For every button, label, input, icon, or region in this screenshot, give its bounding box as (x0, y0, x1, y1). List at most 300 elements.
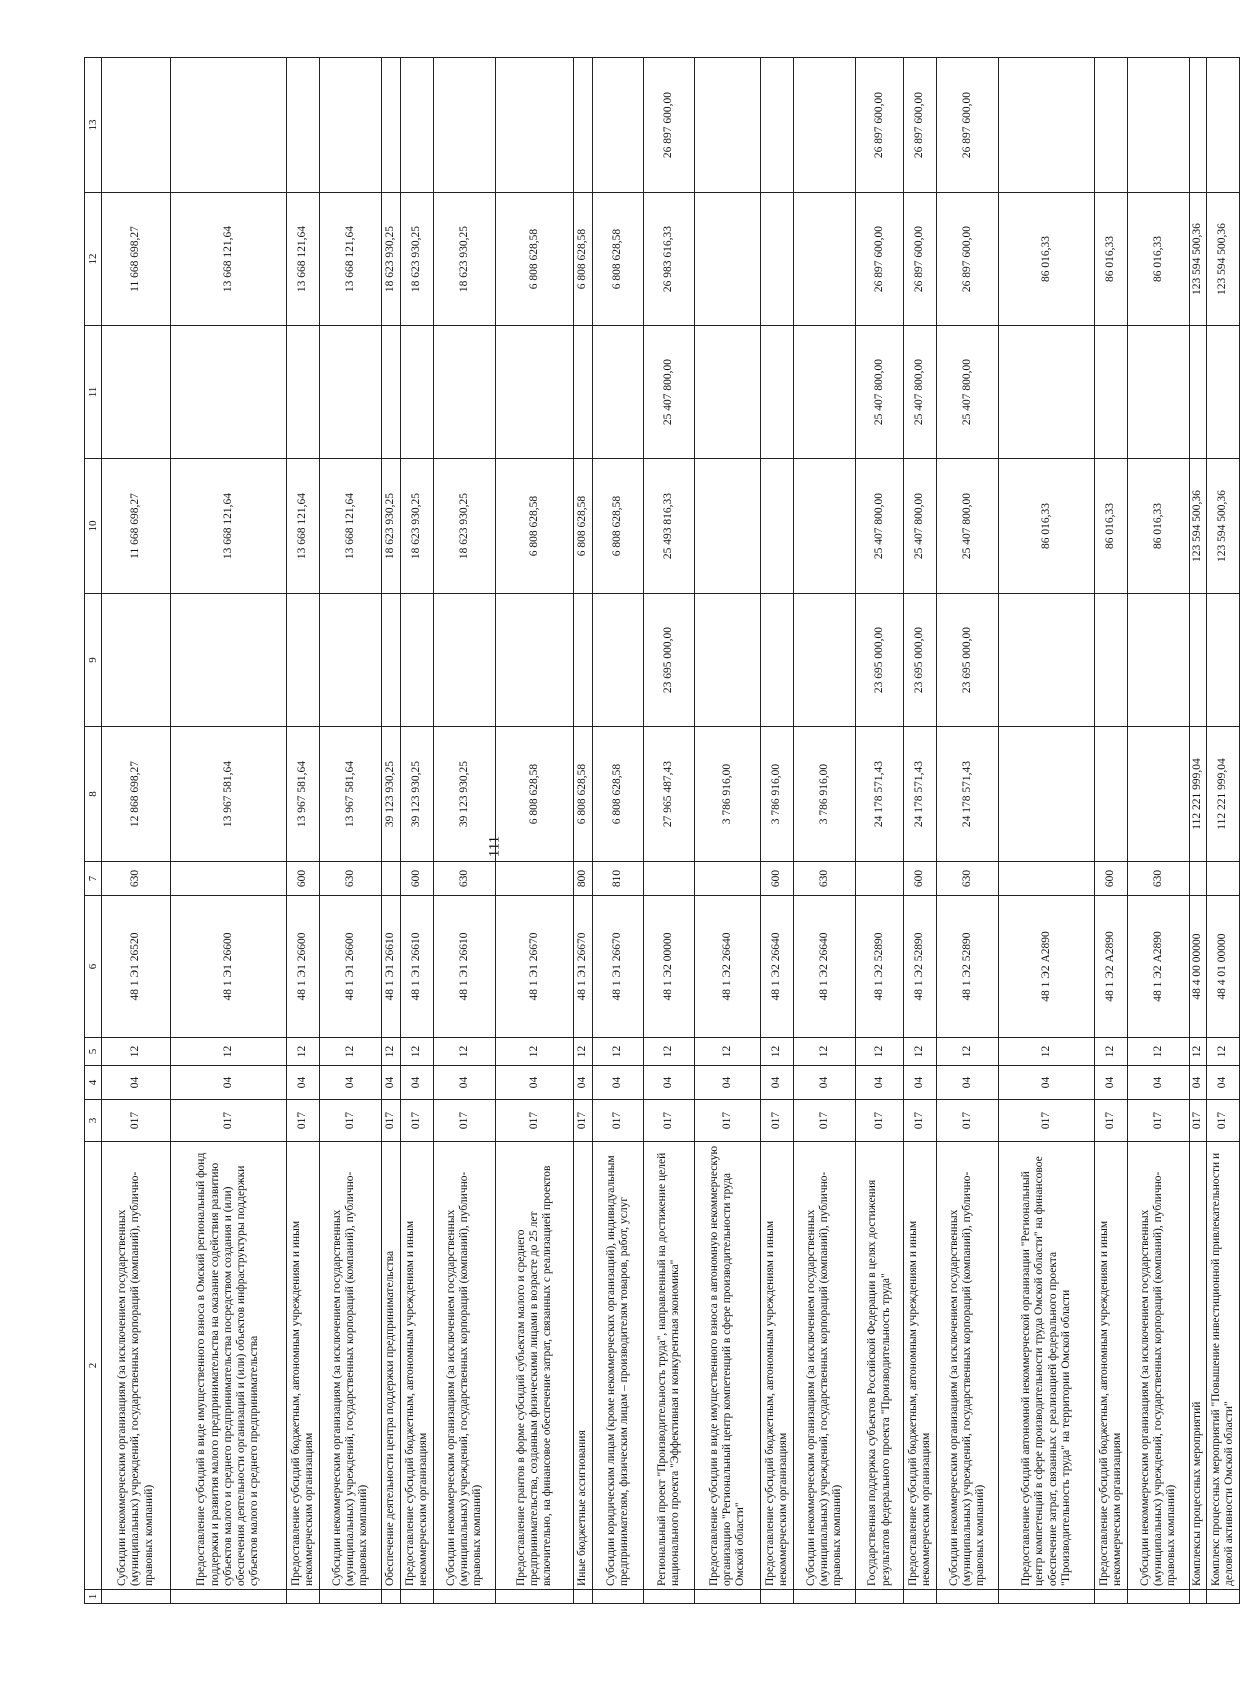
cell-c6: 48 1 Э1 26600 (320, 896, 382, 1038)
cell-c12: 11 668 698,27 (102, 193, 171, 326)
table-row (794, 58, 856, 1604)
cell-c11 (434, 326, 496, 459)
cell-c12: 13 668 121,64 (171, 193, 287, 326)
column-header: 2 (85, 1142, 102, 1590)
cell-c4: 04 (904, 1066, 937, 1100)
cell-c10: 25 407 800,00 (904, 459, 937, 594)
cell-col1 (434, 1590, 496, 1604)
cell-c3: 017 (904, 1100, 937, 1142)
cell-c3: 017 (761, 1100, 794, 1142)
cell-c5: 12 (999, 1038, 1095, 1066)
cell-c6: 48 1 Э1 26670 (593, 896, 644, 1038)
cell-c11: 25 407 800,00 (856, 326, 904, 459)
cell-c6: 48 1 Э1 26610 (382, 896, 401, 1038)
page-number: 111 (486, 835, 503, 858)
cell-c4: 04 (171, 1066, 287, 1100)
cell-c11 (695, 326, 761, 459)
cell-c5: 12 (102, 1038, 171, 1066)
cell-c10: 86 016,33 (999, 459, 1095, 594)
cell-c8: 112 221 999,04 (1190, 727, 1207, 862)
cell-c10: 25 407 800,00 (937, 459, 999, 594)
column-header: 10 (85, 459, 102, 594)
cell-col1 (171, 1590, 287, 1604)
table-row (171, 58, 287, 1604)
cell-c11: 25 407 800,00 (644, 326, 695, 459)
cell-c9 (287, 594, 320, 727)
cell-col1 (320, 1590, 382, 1604)
cell-c12: 123 594 500,36 (1190, 193, 1207, 326)
cell-c3: 017 (1128, 1100, 1190, 1142)
cell-c6: 48 1 Э2 А2890 (1128, 896, 1190, 1038)
cell-c13 (999, 58, 1095, 193)
cell-c12: 26 897 600,00 (937, 193, 999, 326)
cell-c8: 3 786 916,00 (695, 727, 761, 862)
cell-c9 (695, 594, 761, 727)
cell-c13: 26 897 600,00 (937, 58, 999, 193)
cell-c7: 600 (1095, 862, 1128, 896)
cell-col1 (401, 1590, 434, 1604)
row-name: Иные бюджетные ассигнования (574, 1142, 593, 1590)
cell-c4: 04 (1190, 1066, 1207, 1100)
row-name: Субсидии некоммерческим организациям (за исключением государственных (муниципальных) учреждений, государственных корпораций (компаний), публично-правовых компаний) (794, 1142, 856, 1590)
cell-c12: 18 623 930,25 (382, 193, 401, 326)
cell-c11 (593, 326, 644, 459)
cell-c12: 26 983 616,33 (644, 193, 695, 326)
cell-c10: 86 016,33 (1128, 459, 1190, 594)
row-name: Предоставление субсидий бюджетным, автономным учреждениям и иным некоммерческим организациям (401, 1142, 434, 1590)
cell-c10: 25 493 816,33 (644, 459, 695, 594)
cell-c6: 48 1 Э1 26600 (171, 896, 287, 1038)
cell-c4: 04 (102, 1066, 171, 1100)
table-row (1128, 58, 1190, 1604)
cell-col1 (856, 1590, 904, 1604)
cell-c13 (761, 58, 794, 193)
cell-c9 (401, 594, 434, 727)
cell-c9 (1190, 594, 1207, 727)
cell-c4: 04 (644, 1066, 695, 1100)
cell-c11 (287, 326, 320, 459)
cell-c7 (382, 862, 401, 896)
column-header: 7 (85, 862, 102, 896)
cell-c8 (1095, 727, 1128, 862)
table-row (401, 58, 434, 1604)
cell-c3: 017 (593, 1100, 644, 1142)
cell-c8: 6 808 628,58 (574, 727, 593, 862)
column-header: 5 (85, 1038, 102, 1066)
cell-c13 (171, 58, 287, 193)
cell-c3: 017 (102, 1100, 171, 1142)
table-row (1207, 58, 1240, 1604)
cell-c4: 04 (320, 1066, 382, 1100)
cell-c6: 48 1 Э2 52890 (856, 896, 904, 1038)
cell-c12 (695, 193, 761, 326)
cell-c12 (794, 193, 856, 326)
row-name: Субсидии некоммерческим организациям (за исключением государственных (муниципальных) учреждений, государственных корпораций (компаний), публично-правовых компаний) (937, 1142, 999, 1590)
cell-c11 (761, 326, 794, 459)
cell-c3: 017 (382, 1100, 401, 1142)
cell-c11 (496, 326, 574, 459)
cell-c3: 017 (794, 1100, 856, 1142)
cell-c9 (382, 594, 401, 727)
cell-c9: 23 695 000,00 (644, 594, 695, 727)
cell-c6: 48 1 Э1 26610 (401, 896, 434, 1038)
column-header: 13 (85, 58, 102, 193)
row-name: Обеспечение деятельности центра поддержки предпринимательства (382, 1142, 401, 1590)
cell-c13 (1128, 58, 1190, 193)
cell-c7 (1207, 862, 1240, 896)
cell-c7: 630 (434, 862, 496, 896)
cell-c7 (856, 862, 904, 896)
cell-c8: 12 868 698,27 (102, 727, 171, 862)
column-header: 9 (85, 594, 102, 727)
cell-c5: 12 (401, 1038, 434, 1066)
cell-c6: 48 1 Э2 52890 (937, 896, 999, 1038)
cell-c8: 39 123 930,25 (434, 727, 496, 862)
row-name: Комплекс процессных мероприятий "Повышение инвестиционной привлекательности и деловой активности Омской области" (1207, 1142, 1240, 1590)
cell-c13 (320, 58, 382, 193)
cell-c4: 04 (1095, 1066, 1128, 1100)
cell-c12: 26 897 600,00 (856, 193, 904, 326)
cell-c4: 04 (695, 1066, 761, 1100)
cell-c8: 39 123 930,25 (401, 727, 434, 862)
cell-c11 (1095, 326, 1128, 459)
cell-c6: 48 1 Э2 26640 (794, 896, 856, 1038)
table-row (999, 58, 1095, 1604)
cell-c10: 13 668 121,64 (320, 459, 382, 594)
table-row (320, 58, 382, 1604)
cell-c9 (496, 594, 574, 727)
cell-c13 (574, 58, 593, 193)
cell-c13 (382, 58, 401, 193)
cell-c7: 600 (761, 862, 794, 896)
cell-c10: 11 668 698,27 (102, 459, 171, 594)
cell-c9 (171, 594, 287, 727)
cell-c8: 13 967 581,64 (171, 727, 287, 862)
cell-c13 (102, 58, 171, 193)
table-row (856, 58, 904, 1604)
cell-c7: 630 (937, 862, 999, 896)
cell-col1 (644, 1590, 695, 1604)
cell-c13 (1190, 58, 1207, 193)
cell-c11: 25 407 800,00 (904, 326, 937, 459)
cell-c9 (1207, 594, 1240, 727)
cell-c5: 12 (937, 1038, 999, 1066)
row-name: Государственная поддержка субъектов Российской Федерации в целях достижения результатов федерального проекта "Производительность труда" (856, 1142, 904, 1590)
cell-col1 (102, 1590, 171, 1604)
row-name: Предоставление субсидий бюджетным, автономным учреждениям и иным некоммерческим организациям (287, 1142, 320, 1590)
cell-c3: 017 (434, 1100, 496, 1142)
cell-c3: 017 (401, 1100, 434, 1142)
cell-c6: 48 1 Э1 26520 (102, 896, 171, 1038)
cell-c11 (794, 326, 856, 459)
cell-c11 (102, 326, 171, 459)
cell-c9: 23 695 000,00 (904, 594, 937, 727)
cell-col1 (496, 1590, 574, 1604)
cell-col1 (593, 1590, 644, 1604)
cell-c3: 017 (171, 1100, 287, 1142)
cell-c4: 04 (401, 1066, 434, 1100)
cell-c11 (320, 326, 382, 459)
cell-c13 (434, 58, 496, 193)
row-name: Предоставление субсидий в виде имущественного взноса в Омский региональный фонд поддержки и развития малого предпринимательства на оказание содействия развитию субъектов малого и среднего предпринимательства посредством создания и (или) обеспечения деятельности организаций и (или) объектов инфраструктуры поддержки субъектов малого и среднего предпринимательства (171, 1142, 287, 1590)
cell-c10: 86 016,33 (1095, 459, 1128, 594)
cell-c3: 017 (999, 1100, 1095, 1142)
cell-c12: 123 594 500,36 (1207, 193, 1240, 326)
table-row (287, 58, 320, 1604)
cell-c3: 017 (1190, 1100, 1207, 1142)
cell-c13 (401, 58, 434, 193)
cell-col1 (1207, 1590, 1240, 1604)
cell-c12: 13 668 121,64 (320, 193, 382, 326)
cell-c8 (999, 727, 1095, 862)
cell-c8: 13 967 581,64 (287, 727, 320, 862)
table-row (904, 58, 937, 1604)
cell-c11 (1207, 326, 1240, 459)
cell-c7 (171, 862, 287, 896)
cell-c10: 25 407 800,00 (856, 459, 904, 594)
cell-c9 (999, 594, 1095, 727)
cell-c12: 86 016,33 (1095, 193, 1128, 326)
cell-c10: 123 594 500,36 (1190, 459, 1207, 594)
cell-c5: 12 (761, 1038, 794, 1066)
column-header: 4 (85, 1066, 102, 1100)
cell-c4: 04 (382, 1066, 401, 1100)
cell-c4: 04 (496, 1066, 574, 1100)
cell-c9 (434, 594, 496, 727)
cell-c6: 48 4 00 00000 (1190, 896, 1207, 1038)
cell-c4: 04 (1128, 1066, 1190, 1100)
cell-c9 (593, 594, 644, 727)
table-row (761, 58, 794, 1604)
cell-c12: 13 668 121,64 (287, 193, 320, 326)
cell-c3: 017 (496, 1100, 574, 1142)
cell-c7: 630 (320, 862, 382, 896)
cell-c8 (1128, 727, 1190, 862)
cell-c4: 04 (434, 1066, 496, 1100)
cell-c10 (761, 459, 794, 594)
cell-c6: 48 1 Э1 26670 (496, 896, 574, 1038)
cell-c9 (320, 594, 382, 727)
cell-c3: 017 (287, 1100, 320, 1142)
cell-c3: 017 (856, 1100, 904, 1142)
cell-c10: 6 808 628,58 (593, 459, 644, 594)
cell-c7: 630 (1128, 862, 1190, 896)
cell-c3: 017 (1207, 1100, 1240, 1142)
cell-c7 (496, 862, 574, 896)
cell-c9 (761, 594, 794, 727)
cell-c9 (102, 594, 171, 727)
cell-c8: 13 967 581,64 (320, 727, 382, 862)
cell-c10 (794, 459, 856, 594)
cell-c8: 24 178 571,43 (937, 727, 999, 862)
cell-c3: 017 (574, 1100, 593, 1142)
cell-c9: 23 695 000,00 (937, 594, 999, 727)
cell-c9 (1095, 594, 1128, 727)
cell-c4: 04 (794, 1066, 856, 1100)
cell-c11 (999, 326, 1095, 459)
cell-c4: 04 (937, 1066, 999, 1100)
cell-c9 (1128, 594, 1190, 727)
cell-c10: 6 808 628,58 (496, 459, 574, 594)
column-header: 1 (85, 1590, 102, 1604)
row-name: Комплексы процессных мероприятий (1190, 1142, 1207, 1590)
cell-c11 (382, 326, 401, 459)
row-name: Субсидии некоммерческим организациям (за исключением государственных (муниципальных) учреждений, государственных корпораций (компаний), публично-правовых компаний) (434, 1142, 496, 1590)
cell-c5: 12 (904, 1038, 937, 1066)
cell-c4: 04 (574, 1066, 593, 1100)
cell-c10 (695, 459, 761, 594)
cell-c12: 86 016,33 (999, 193, 1095, 326)
cell-c11: 25 407 800,00 (937, 326, 999, 459)
cell-c5: 12 (574, 1038, 593, 1066)
cell-c5: 12 (320, 1038, 382, 1066)
cell-c8: 3 786 916,00 (794, 727, 856, 862)
cell-c10: 6 808 628,58 (574, 459, 593, 594)
cell-c5: 12 (1095, 1038, 1128, 1066)
cell-c10: 13 668 121,64 (171, 459, 287, 594)
cell-col1 (904, 1590, 937, 1604)
cell-c10: 13 668 121,64 (287, 459, 320, 594)
rotated-table-wrapper (84, 58, 1240, 1604)
cell-c5: 12 (382, 1038, 401, 1066)
column-header: 11 (85, 326, 102, 459)
cell-c5: 12 (856, 1038, 904, 1066)
cell-col1 (695, 1590, 761, 1604)
cell-col1 (1128, 1590, 1190, 1604)
cell-c9 (794, 594, 856, 727)
cell-c11 (401, 326, 434, 459)
cell-col1 (574, 1590, 593, 1604)
cell-c12: 26 897 600,00 (904, 193, 937, 326)
row-name: Субсидии некоммерческим организациям (за исключением государственных (муниципальных) учреждений, государственных корпораций (компаний), публично-правовых компаний) (1128, 1142, 1190, 1590)
cell-c6: 48 1 Э2 А2890 (1095, 896, 1128, 1038)
cell-c13 (1207, 58, 1240, 193)
cell-c4: 04 (999, 1066, 1095, 1100)
cell-c8: 112 221 999,04 (1207, 727, 1240, 862)
cell-c9: 23 695 000,00 (856, 594, 904, 727)
cell-c3: 017 (644, 1100, 695, 1142)
cell-c7 (695, 862, 761, 896)
row-name: Предоставление грантов в форме субсидий субъектам малого и среднего предпринимательства, созданным физическими лицами в возрасте до 25 лет включительно, на финансовое обеспечение затрат, связанных с реализацией проектов (496, 1142, 574, 1590)
cell-c5: 12 (644, 1038, 695, 1066)
cell-c12: 86 016,33 (1128, 193, 1190, 326)
column-header: 8 (85, 727, 102, 862)
row-name: Предоставление субсидий бюджетным, автономным учреждениям и иным некоммерческим организациям (1095, 1142, 1128, 1590)
cell-c5: 12 (1128, 1038, 1190, 1066)
cell-c11 (1128, 326, 1190, 459)
row-name: Субсидии юридическим лицам (кроме некоммерческих организаций), индивидуальным предпринимателям, физическим лицам – производителям товаров, работ, услуг (593, 1142, 644, 1590)
cell-c12 (761, 193, 794, 326)
row-name: Предоставление субсидий автономной некоммерческой организации "Региональный центр компетенций в сфере производительности труда Омской области" на финансовое обеспечение затрат, связанных с реализацией федерального проекта "Производительность труда" на территории Омской области (999, 1142, 1095, 1590)
cell-c6: 48 1 Э2 26640 (695, 896, 761, 1038)
cell-c12: 6 808 628,58 (593, 193, 644, 326)
cell-c6: 48 1 Э1 26600 (287, 896, 320, 1038)
cell-c6: 48 1 Э2 А2890 (999, 896, 1095, 1038)
table-row (644, 58, 695, 1604)
cell-col1 (794, 1590, 856, 1604)
header-row (85, 58, 102, 1604)
table-row (382, 58, 401, 1604)
row-name: Предоставление субсидий бюджетным, автономным учреждениям и иным некоммерческим организациям (904, 1142, 937, 1590)
cell-c10: 18 623 930,25 (382, 459, 401, 594)
cell-c6: 48 1 Э1 26670 (574, 896, 593, 1038)
cell-c6: 48 1 Э1 26610 (434, 896, 496, 1038)
cell-c6: 48 1 Э2 52890 (904, 896, 937, 1038)
cell-c5: 12 (794, 1038, 856, 1066)
cell-c6: 48 1 Э2 26640 (761, 896, 794, 1038)
cell-c7: 800 (574, 862, 593, 896)
cell-c4: 04 (1207, 1066, 1240, 1100)
cell-c8: 39 123 930,25 (382, 727, 401, 862)
row-name: Предоставление субсидии в виде имущественного взноса в автономную некоммерческую организацию "Региональный центр компетенций в сфере производительности труда Омской области" (695, 1142, 761, 1590)
cell-c5: 12 (434, 1038, 496, 1066)
cell-c8: 3 786 916,00 (761, 727, 794, 862)
cell-c12: 18 623 930,25 (434, 193, 496, 326)
cell-c7: 600 (401, 862, 434, 896)
cell-c13 (1095, 58, 1128, 193)
table-row (937, 58, 999, 1604)
cell-c7: 600 (904, 862, 937, 896)
cell-c11 (574, 326, 593, 459)
cell-c13 (593, 58, 644, 193)
cell-c5: 12 (593, 1038, 644, 1066)
column-header: 6 (85, 896, 102, 1038)
cell-c7: 600 (287, 862, 320, 896)
cell-c8: 24 178 571,43 (904, 727, 937, 862)
row-name: Региональный проект "Производительность труда", направленный на достижение целей национального проекта "Эффективная и конкурентная экономика" (644, 1142, 695, 1590)
table-row (695, 58, 761, 1604)
cell-c13 (287, 58, 320, 193)
cell-c8: 6 808 628,58 (593, 727, 644, 862)
cell-c4: 04 (287, 1066, 320, 1100)
cell-c3: 017 (937, 1100, 999, 1142)
cell-c4: 04 (593, 1066, 644, 1100)
cell-c12: 6 808 628,58 (574, 193, 593, 326)
cell-c4: 04 (761, 1066, 794, 1100)
table-row (1095, 58, 1128, 1604)
cell-c11 (171, 326, 287, 459)
cell-c10: 18 623 930,25 (434, 459, 496, 594)
table-row (496, 58, 574, 1604)
table-row (434, 58, 496, 1604)
cell-c13 (695, 58, 761, 193)
cell-c4: 04 (856, 1066, 904, 1100)
cell-c13 (794, 58, 856, 193)
cell-col1 (1190, 1590, 1207, 1604)
row-name: Предоставление субсидий бюджетным, автономным учреждениям и иным некоммерческим организациям (761, 1142, 794, 1590)
table-row (593, 58, 644, 1604)
cell-c5: 12 (171, 1038, 287, 1066)
cell-c13: 26 897 600,00 (904, 58, 937, 193)
cell-c5: 12 (1207, 1038, 1240, 1066)
column-header: 3 (85, 1100, 102, 1142)
column-header: 12 (85, 193, 102, 326)
cell-col1 (1095, 1590, 1128, 1604)
cell-c7 (1190, 862, 1207, 896)
cell-c5: 12 (287, 1038, 320, 1066)
cell-c9 (574, 594, 593, 727)
cell-c7 (999, 862, 1095, 896)
cell-c13: 26 897 600,00 (644, 58, 695, 193)
cell-c7: 630 (102, 862, 171, 896)
cell-c7 (644, 862, 695, 896)
cell-col1 (287, 1590, 320, 1604)
cell-col1 (382, 1590, 401, 1604)
cell-c8: 24 178 571,43 (856, 727, 904, 862)
table-body (102, 58, 1240, 1604)
cell-c10: 123 594 500,36 (1207, 459, 1240, 594)
cell-c10: 18 623 930,25 (401, 459, 434, 594)
